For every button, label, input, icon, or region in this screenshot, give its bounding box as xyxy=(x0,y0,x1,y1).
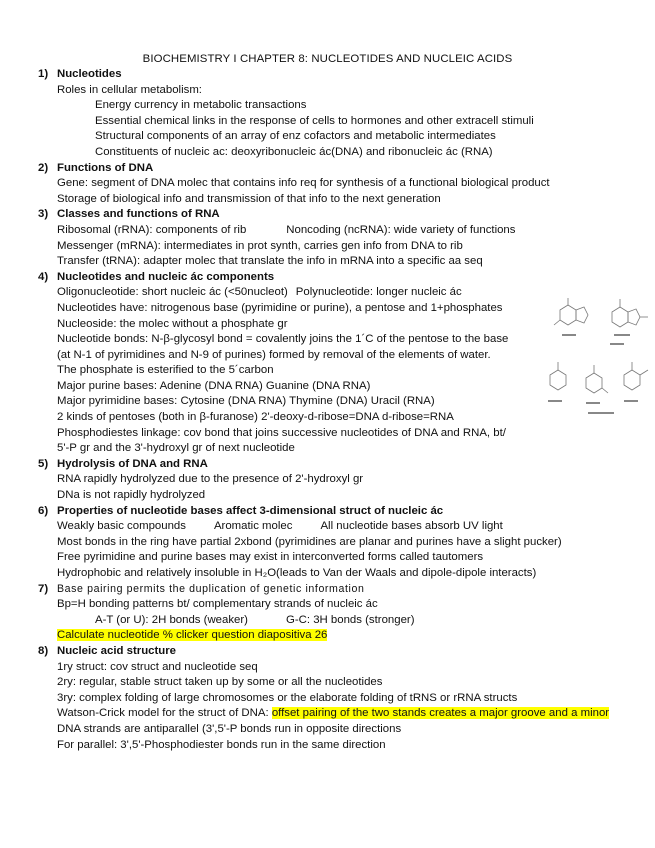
section-1-heading xyxy=(38,67,648,83)
section-2-heading xyxy=(38,161,648,177)
text-line: DNA strands are antiparallel (3',5'-P bonds run in opposite directions xyxy=(57,722,402,735)
text-line: The phosphate is esterified to the 5´carbon xyxy=(57,364,274,377)
text-line: Hydrophobic and relatively insoluble in H₂O(leads to Van der Waals and dipole-dipole interacts) xyxy=(57,567,537,579)
weak-base-text: Weakly basic compounds xyxy=(57,520,186,533)
text-line xyxy=(38,519,648,535)
highlighted-text: offset pairing of the two stands creates a major groove and a minor xyxy=(271,707,610,720)
text-line: Nucleotides have: nitrogenous base (pyrimidine or purine), a pentose and 1+phosphates xyxy=(57,301,503,314)
text-line: Free pyrimidine and purine bases may exist in interconverted forms called tautomers xyxy=(57,551,484,564)
section-number: 3) xyxy=(38,208,49,221)
section-number: 6) xyxy=(38,504,49,517)
text-line: Transfer (tRNA): adapter molec that translate the info in mRNA into a specific aa seq xyxy=(57,255,483,268)
text-line xyxy=(38,706,648,722)
text-line xyxy=(38,613,648,629)
text-line: Roles in cellular metabolism: xyxy=(57,83,202,96)
highlighted-text: Calculate nucleotide % clicker question diapositiva 26 xyxy=(57,629,328,642)
text-line: Constituents of nucleic ac: deoxyribonucleic ác(DNA) and ribonucleic ác (RNA) xyxy=(95,145,493,158)
document-title: BIOCHEMISTRY I CHAPTER 8: NUCLEOTIDES AND NUCLEIC ACIDS xyxy=(142,53,513,65)
text-line: Storage of biological info and transmission of that info to the next generation xyxy=(57,192,441,205)
text-line xyxy=(38,223,648,239)
text-line: Major purine bases: Adenine (DNA RNA) Guanine (DNA RNA) xyxy=(57,379,371,392)
section-6-heading xyxy=(38,504,648,520)
purine-structure-icon xyxy=(542,290,655,430)
poly-text: Polynucleotide: longer nucleic ác xyxy=(295,286,462,299)
text-line: Most bonds in the ring have partial 2xbond (pyrimidines are planar and purines have a slight pucker) xyxy=(57,535,562,548)
text-line: Structural components of an array of enz cofactors and metabolic intermediates xyxy=(95,130,496,143)
text-line: Nucleotide bonds: N-β-glycosyl bond = covalently joins the 1´C of the pentose to the base xyxy=(57,333,509,346)
text-line: 1ry struct: cov struct and nucleotide seq xyxy=(57,660,258,673)
text-line: Energy currency in metabolic transactions xyxy=(95,99,307,112)
text-line: For parallel: 3',5'-Phosphodiester bonds run in the same direction xyxy=(57,738,386,751)
text-line: 5'-P gr and the 3'-hydroxyl gr of next nucleotide xyxy=(57,442,295,455)
section-number: 4) xyxy=(38,270,49,283)
at-pair-text: A-T (or U): 2H bonds (weaker) xyxy=(95,613,248,626)
text-line: Nucleoside: the molec without a phosphate gr xyxy=(57,317,288,330)
section-8-heading xyxy=(38,644,648,660)
text-line xyxy=(38,628,648,644)
section-title: Nucleotides and nucleic ác components xyxy=(57,270,275,283)
text-line: Gene: segment of DNA molec that contains info req for synthesis of a functional biological product xyxy=(57,177,550,190)
section-5-heading xyxy=(38,457,648,473)
section-number: 5) xyxy=(38,457,49,470)
gc-pair-text: G-C: 3H bonds (stronger) xyxy=(285,613,415,626)
oligo-text: Oligonucleotide: short nucleic ác (<50nucleot) xyxy=(57,286,288,299)
section-title: Functions of DNA xyxy=(57,161,154,174)
text-line: RNA rapidly hydrolyzed due to the presence of 2'-hydroxyl gr xyxy=(57,473,364,486)
text-line: DNa is not rapidly hydrolyzed xyxy=(57,489,206,502)
uv-text: All nucleotide bases absorb UV light xyxy=(320,520,503,533)
section-number: 8) xyxy=(38,644,49,657)
text-line: Bp=H bonding patterns bt/ complementary strands of nucleic ác xyxy=(57,598,378,611)
text-line: Major pyrimidine bases: Cytosine (DNA RNA) Thymine (DNA) Uracil (RNA) xyxy=(57,395,435,408)
watson-crick-text: Watson-Crick model for the struct of DNA: xyxy=(57,707,269,720)
section-number: 2) xyxy=(38,161,49,174)
base-structures-figure xyxy=(542,290,655,430)
section-title: Nucleic acid structure xyxy=(57,644,177,657)
section-title: Base pairing permits the duplication of genetic information xyxy=(57,582,365,595)
text-line: 2ry: regular, stable struct taken up by some or all the nucleotides xyxy=(57,676,383,689)
section-4-heading xyxy=(38,270,648,286)
section-number: 7) xyxy=(38,582,49,595)
section-number: 1) xyxy=(38,68,49,80)
text-line: 3ry: complex folding of large chromosomes or the elaborate folding of tRNS or rRNA structs xyxy=(57,691,518,704)
section-title: Nucleotides xyxy=(57,68,122,80)
aromatic-text: Aromatic molec xyxy=(213,520,293,533)
text-line: (at N-1 of pyrimidines and N-9 of purines) formed by removal of the elements of water. xyxy=(57,348,491,361)
text-line: Phosphodiestes linkage: cov bond that joins successive nucleotides of DNA and RNA, bt/ xyxy=(57,426,506,439)
section-title: Classes and functions of RNA xyxy=(57,208,220,221)
section-title: Properties of nucleotide bases affect 3-dimensional struct of nucleic ác xyxy=(57,504,444,517)
text-line: Essential chemical links in the response of cells to hormones and other extracell stimuli xyxy=(95,114,534,127)
text-line: 2 kinds of pentoses (both in β-furanose) 2'-deoxy-d-ribose=DNA d-ribose=RNA xyxy=(57,411,454,424)
text-line: Messenger (mRNA): intermediates in prot synth, carries gen info from DNA to rib xyxy=(57,239,463,252)
section-7-heading xyxy=(38,582,648,598)
section-3-heading xyxy=(38,207,648,223)
ncrna-text: Noncoding (ncRNA): wide variety of functions xyxy=(286,223,516,236)
rrna-text: Ribosomal (rRNA): components of rib xyxy=(57,223,247,236)
section-title: Hydrolysis of DNA and RNA xyxy=(57,457,208,470)
